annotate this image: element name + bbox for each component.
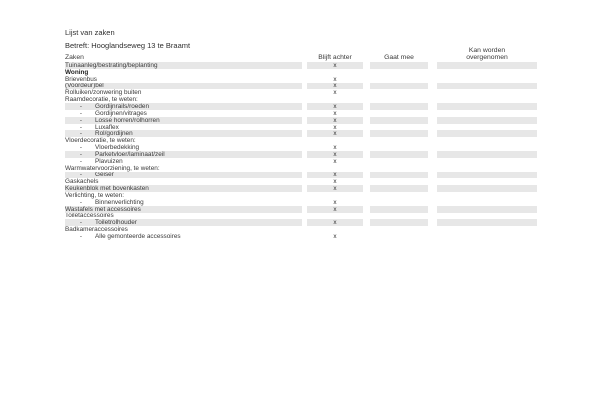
zaken-cell — [65, 130, 302, 137]
gaat-mee-cell — [370, 103, 428, 110]
kan-worden-cell — [437, 165, 537, 172]
indent-dash: - — [79, 109, 82, 117]
x-mark: x — [333, 130, 337, 138]
x-mark: x — [333, 233, 337, 240]
table-row — [65, 206, 537, 213]
table-row — [65, 76, 537, 83]
kan-worden-cell — [437, 219, 537, 226]
subheader-label: Toiletaccessoires — [65, 212, 114, 220]
kan-worden-cell — [437, 69, 537, 76]
zaken-cell — [65, 103, 302, 110]
blijft-achter-cell — [307, 89, 363, 96]
blijft-achter-cell — [307, 76, 363, 83]
indent-dash: - — [79, 150, 82, 158]
item-label: Luxaflex — [95, 123, 119, 131]
table-row — [65, 172, 537, 179]
subheader-label: Raamdecoratie, te weten: — [65, 96, 138, 104]
zaken-cell — [65, 83, 302, 90]
indent-dash: - — [79, 130, 82, 138]
table-row — [65, 117, 537, 124]
kan-worden-cell — [437, 178, 537, 185]
kan-worden-cell — [437, 158, 537, 165]
gaat-mee-cell — [370, 192, 428, 199]
indent-dash: - — [79, 157, 82, 165]
gaat-mee-cell — [370, 172, 428, 179]
zaken-cell — [65, 213, 302, 220]
item-label: Rol/gordijnen — [95, 130, 133, 138]
x-mark: x — [333, 157, 337, 165]
kan-worden-cell — [437, 110, 537, 117]
table-row — [65, 124, 537, 131]
x-mark: x — [333, 144, 337, 151]
table-row — [65, 165, 537, 172]
table-row — [65, 199, 537, 206]
kan-worden-cell — [437, 192, 537, 199]
gaat-mee-cell — [370, 199, 428, 206]
zaken-cell — [65, 124, 302, 131]
column-header-gaat-mee: Gaat mee — [384, 54, 414, 61]
item-label: Binnenverlichting — [95, 198, 144, 206]
gaat-mee-cell — [370, 219, 428, 226]
table-row — [65, 233, 537, 240]
zaken-cell — [65, 219, 302, 226]
item-label: Losse horren/rolhorren — [95, 116, 160, 124]
item-label: Toiletrolhouder — [95, 219, 137, 227]
table-row — [65, 219, 537, 226]
indent-dash: - — [79, 123, 82, 131]
blijft-achter-cell — [307, 206, 363, 213]
gaat-mee-cell — [370, 137, 428, 144]
item-label: (Voordeur)bel — [65, 82, 104, 90]
x-mark: x — [333, 109, 337, 117]
kan-worden-cell — [437, 213, 537, 220]
table-row — [65, 110, 537, 117]
blijft-achter-cell — [307, 103, 363, 110]
zaken-cell — [65, 117, 302, 124]
zaken-cell — [65, 233, 302, 240]
gaat-mee-cell — [370, 96, 428, 103]
gaat-mee-cell — [370, 178, 428, 185]
blijft-achter-cell — [307, 144, 363, 151]
gaat-mee-cell — [370, 151, 428, 158]
zaken-cell — [65, 151, 302, 158]
indent-dash: - — [79, 198, 82, 206]
zaken-cell — [65, 96, 302, 103]
gaat-mee-cell — [370, 226, 428, 233]
gaat-mee-cell — [370, 144, 428, 151]
blijft-achter-cell — [307, 117, 363, 124]
subheader-label: Verlichting, te weten: — [65, 192, 124, 199]
table-row — [65, 103, 537, 110]
item-label: Keukenblok met bovenkasten — [65, 185, 149, 193]
item-label: Alle gemonteerde accessoires — [95, 233, 181, 240]
blijft-achter-cell — [307, 137, 363, 144]
x-mark: x — [333, 205, 337, 213]
item-label: Rolluiken/zonwering buiten — [65, 89, 142, 97]
gaat-mee-cell — [370, 233, 428, 240]
kan-worden-cell — [437, 96, 537, 103]
kan-worden-cell — [437, 76, 537, 83]
zaken-cell — [65, 62, 302, 69]
kan-worden-cell — [437, 226, 537, 233]
blijft-achter-cell — [307, 158, 363, 165]
x-mark: x — [333, 185, 337, 193]
item-label: Gaskachels — [65, 178, 99, 186]
blijft-achter-cell — [307, 69, 363, 76]
blijft-achter-cell — [307, 233, 363, 240]
table-header-row — [65, 45, 537, 61]
zaken-cell — [65, 110, 302, 117]
table-row — [65, 144, 537, 151]
zaken-cell — [65, 206, 302, 213]
x-mark: x — [333, 75, 337, 83]
kan-worden-cell — [437, 185, 537, 192]
table-row — [65, 69, 537, 76]
item-label: Brievenbus — [65, 75, 97, 83]
kan-worden-cell — [437, 130, 537, 137]
blijft-achter-cell — [307, 165, 363, 172]
blijft-achter-cell — [307, 151, 363, 158]
x-mark: x — [333, 198, 337, 206]
indent-dash: - — [79, 233, 82, 240]
subheader-label: Badkameraccessoires — [65, 226, 128, 234]
x-mark: x — [333, 89, 337, 97]
kan-worden-cell — [437, 172, 537, 179]
indent-dash: - — [79, 116, 82, 124]
item-label: Tuinaanleg/bestrating/beplanting — [65, 62, 158, 69]
table-row — [65, 192, 537, 199]
table-row — [65, 89, 537, 96]
table-row — [65, 83, 537, 90]
kan-worden-cell — [437, 233, 537, 240]
blijft-achter-cell — [307, 219, 363, 226]
item-label: Gordijnen/vitrages — [95, 109, 147, 117]
gaat-mee-cell — [370, 213, 428, 220]
blijft-achter-cell — [307, 124, 363, 131]
zaken-cell — [65, 165, 302, 172]
blijft-achter-cell — [307, 178, 363, 185]
table-row — [65, 130, 537, 137]
blijft-achter-cell — [307, 199, 363, 206]
blijft-achter-cell — [307, 83, 363, 90]
zaken-cell — [65, 158, 302, 165]
item-label: Vloerbedekking — [95, 144, 140, 151]
gaat-mee-cell — [370, 83, 428, 90]
gaat-mee-cell — [370, 185, 428, 192]
subheader-label: Warmwatervoorziening, te weten: — [65, 164, 160, 172]
blijft-achter-cell — [307, 96, 363, 103]
table-row — [65, 62, 537, 69]
zaken-cell — [65, 137, 302, 144]
indent-dash: - — [79, 144, 82, 151]
table-row — [65, 185, 537, 192]
blijft-achter-cell — [307, 130, 363, 137]
zaken-cell — [65, 172, 302, 179]
table-row — [65, 213, 537, 220]
document-subject: Betreft: Hooglandseweg 13 te Braamt — [65, 41, 191, 50]
gaat-mee-cell — [370, 165, 428, 172]
x-mark: x — [333, 62, 337, 69]
zaken-cell — [65, 192, 302, 199]
kan-worden-cell — [437, 151, 537, 158]
kan-worden-cell — [437, 137, 537, 144]
section-label: Woning — [65, 68, 89, 76]
table-row — [65, 151, 537, 158]
gaat-mee-cell — [370, 110, 428, 117]
zaken-cell — [65, 199, 302, 206]
item-label: Wastafels met accessoires — [65, 205, 141, 213]
x-mark: x — [333, 103, 337, 110]
table-row — [65, 226, 537, 233]
gaat-mee-cell — [370, 124, 428, 131]
kan-worden-cell — [437, 103, 537, 110]
document-title: Lijst van zaken — [65, 28, 115, 37]
column-header-kan-worden-label: Kan worden overgenomen — [466, 46, 508, 61]
gaat-mee-cell — [370, 117, 428, 124]
kan-worden-cell — [437, 144, 537, 151]
blijft-achter-cell — [307, 226, 363, 233]
kan-worden-cell — [437, 83, 537, 90]
gaat-mee-cell — [370, 62, 428, 69]
zaken-cell — [65, 89, 302, 96]
indent-dash: - — [79, 171, 82, 179]
x-mark: x — [333, 178, 337, 186]
kan-worden-cell — [437, 124, 537, 131]
blijft-achter-cell — [307, 62, 363, 69]
kan-worden-cell — [437, 62, 537, 69]
column-header-zaken: Zaken — [65, 54, 84, 61]
gaat-mee-cell — [370, 89, 428, 96]
indent-dash: - — [79, 219, 82, 227]
kan-worden-cell — [437, 89, 537, 96]
zaken-cell — [65, 69, 302, 76]
kan-worden-cell — [437, 206, 537, 213]
gaat-mee-cell — [370, 158, 428, 165]
x-mark: x — [333, 150, 337, 158]
blijft-achter-cell — [307, 192, 363, 199]
item-label: Geiser — [95, 171, 114, 179]
blijft-achter-cell — [307, 213, 363, 220]
gaat-mee-cell — [370, 130, 428, 137]
table-row — [65, 178, 537, 185]
x-mark: x — [333, 219, 337, 227]
zaken-cell — [65, 178, 302, 185]
column-header-blijft-achter: Blijft achter — [318, 54, 352, 61]
gaat-mee-cell — [370, 69, 428, 76]
gaat-mee-cell — [370, 76, 428, 83]
zaken-cell — [65, 144, 302, 151]
item-label: Plavuizen — [95, 157, 123, 165]
zaken-cell — [65, 226, 302, 233]
table-row — [65, 158, 537, 165]
zaken-cell — [65, 76, 302, 83]
indent-dash: - — [79, 103, 82, 110]
zaken-cell — [65, 185, 302, 192]
x-mark: x — [333, 123, 337, 131]
blijft-achter-cell — [307, 172, 363, 179]
column-header-kan-worden-overgenomen — [437, 47, 537, 61]
kan-worden-cell — [437, 199, 537, 206]
x-mark: x — [333, 116, 337, 124]
subheader-label: Vloerdecoratie, te weten: — [65, 137, 136, 145]
kan-worden-cell — [437, 117, 537, 124]
gaat-mee-cell — [370, 206, 428, 213]
blijft-achter-cell — [307, 185, 363, 192]
item-label: Parketvloer/laminaat/zeil — [95, 150, 165, 158]
table-row — [65, 137, 537, 144]
x-mark: x — [333, 171, 337, 179]
blijft-achter-cell — [307, 110, 363, 117]
item-label: Gordijnrails/roeden — [95, 103, 149, 110]
x-mark: x — [333, 82, 337, 90]
items-table — [65, 62, 537, 240]
table-row — [65, 96, 537, 103]
